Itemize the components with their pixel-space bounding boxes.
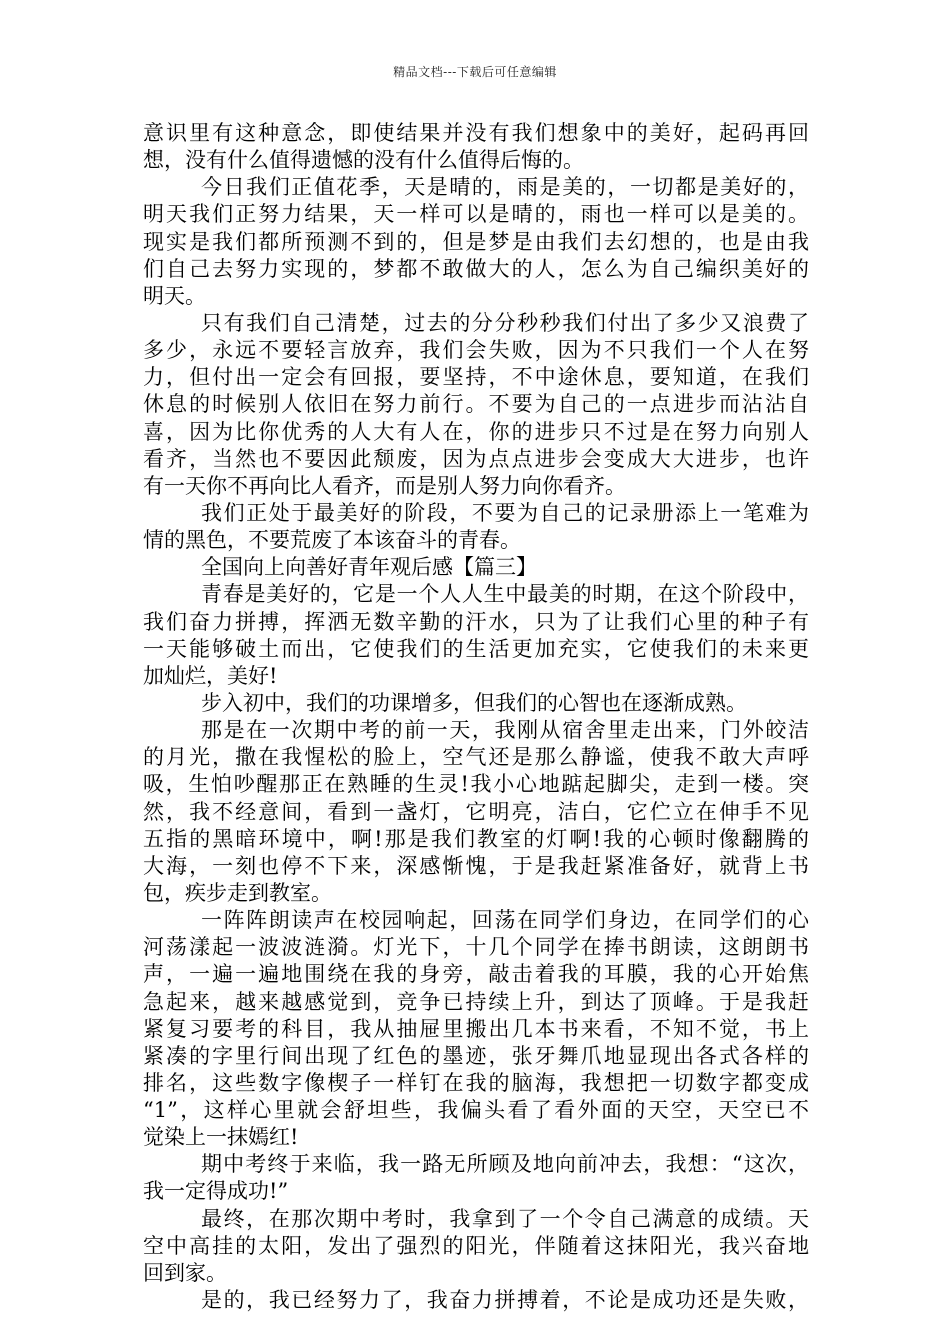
text-line: 有一天你不再向比人看齐，而是别人努力向你看齐。 [143,473,626,498]
document-body [143,120,809,1314]
text-line: 们自己去努力实现的，梦都不敢做大的人，怎么为自己编织美好的 [143,256,809,281]
text-line: 大海，一刻也停不下来，深感惭愧，于是我赶紧准备好，就背上书 [143,853,809,878]
text-line: 步入初中，我们的功课增多，但我们的心智也在逐渐成熟。 [201,690,747,715]
text-line: 青春是美好的，它是一个人人生中最美的时期，在这个阶段中， [201,582,809,607]
text-line: 排名，这些数字像楔子一样钉在我的脑海，我想把一切数字都变成 [143,1070,809,1095]
page-header: 精品文档---下载后可任意编辑 [393,65,557,79]
text-line: 然，我不经意间，看到一盏灯，它明亮，洁白，它伫立在伸手不见 [143,799,809,824]
text-line: 多少，永远不要轻言放弃，我们会失败，因为不只我们一个人在努 [143,338,809,363]
text-line: 全国向上向善好青年观后感【篇三】 [201,555,537,580]
text-line: 声，一遍一遍地围绕在我的身旁，敲击着我的耳膜，我的心开始焦 [143,962,809,987]
text-line: 紧复习要考的科目，我从抽屉里搬出几本书来看，不知不觉，书上 [143,1016,809,1041]
text-line: 明天。 [143,283,206,308]
text-line: 觉染上一抹嫣红! [143,1125,299,1150]
text-line: 明天我们正努力结果，天一样可以是晴的，雨也一样可以是美的。 [143,202,809,227]
text-line: 那是在一次期中考的前一天，我刚从宿舍里走出来，门外皎洁 [201,718,809,743]
text-line: 的月光，撒在我惺松的脸上，空气还是那么静谧，使我不敢大声呼 [143,745,809,770]
text-line: 空中高挂的太阳，发出了强烈的阳光，伴随着这抹阳光，我兴奋地 [143,1233,809,1258]
text-line: 喜，因为比你优秀的人大有人在，你的进步只不过是在努力向别人 [143,419,809,444]
text-line: 期中考终于来临，我一路无所顾及地向前冲去，我想：“这次， [201,1152,809,1177]
text-line: 今日我们正值花季，天是晴的，雨是美的，一切都是美好的， [201,175,809,200]
text-line: 一阵阵朗读声在校园响起，回荡在同学们身边，在同学们的心 [201,908,809,933]
text-line: 是的，我已经努力了，我奋力拼搏着，不论是成功还是失败， [201,1288,809,1313]
text-line: 河荡漾起一波波涟漪。灯光下，十几个同学在捧书朗读，这朗朗书 [143,935,809,960]
text-line: 急起来，越来越感觉到，竞争已持续上升，到达了顶峰。于是我赶 [143,989,809,1014]
text-line: 意识里有这种意念，即使结果并没有我们想象中的美好，起码再回 [143,121,809,145]
text-line: 加灿烂，美好! [143,663,278,688]
text-line: 看齐，当然也不要因此颓废，因为点点进步会变成大大进步，也许 [143,446,809,471]
text-line: 最终，在那次期中考时，我拿到了一个令自己满意的成绩。天 [201,1206,809,1231]
text-line: 紧凑的字里行间出现了红色的墨迹，张牙舞爪地显现出各式各样的 [143,1043,809,1068]
text-line: 一天能够破土而出，它使我们的生活更加充实，它使我们的未来更 [143,636,809,661]
text-line: “1”，这样心里就会舒坦些，我偏头看了看外面的天空，天空已不 [143,1098,809,1123]
text-line: 包，疾步走到教室。 [143,880,332,905]
text-line: 吸，生怕吵醒那正在熟睡的生灵!我小心地踮起脚尖，走到一楼。突 [143,772,809,797]
text-line: 回到家。 [143,1260,227,1285]
text-line: 休息的时候别人依旧在努力前行。不要为自己的一点进步而沾沾自 [143,392,809,417]
text-line: 力，但付出一定会有回报，要坚持，不中途休息，要知道，在我们 [143,365,809,390]
text-line: 想，没有什么值得遗憾的没有什么值得后悔的。 [143,148,584,173]
text-line: 我们正处于最美好的阶段，不要为自己的记录册添上一笔难为 [201,500,809,525]
text-line: 五指的黑暗环境中，啊!那是我们教室的灯啊!我的心顿时像翻腾的 [143,826,809,851]
text-line: 我一定得成功!” [143,1179,289,1204]
text-line: 我们奋力拼搏，挥洒无数辛勤的汗水，只为了让我们心里的种子有 [143,609,809,634]
text-line: 情的黑色，不要荒废了本该奋斗的青春。 [143,528,521,553]
text-line: 只有我们自己清楚，过去的分分秒秒我们付出了多少又浪费了 [201,310,809,335]
text-line: 现实是我们都所预测不到的，但是梦是由我们去幻想的，也是由我 [143,229,809,254]
